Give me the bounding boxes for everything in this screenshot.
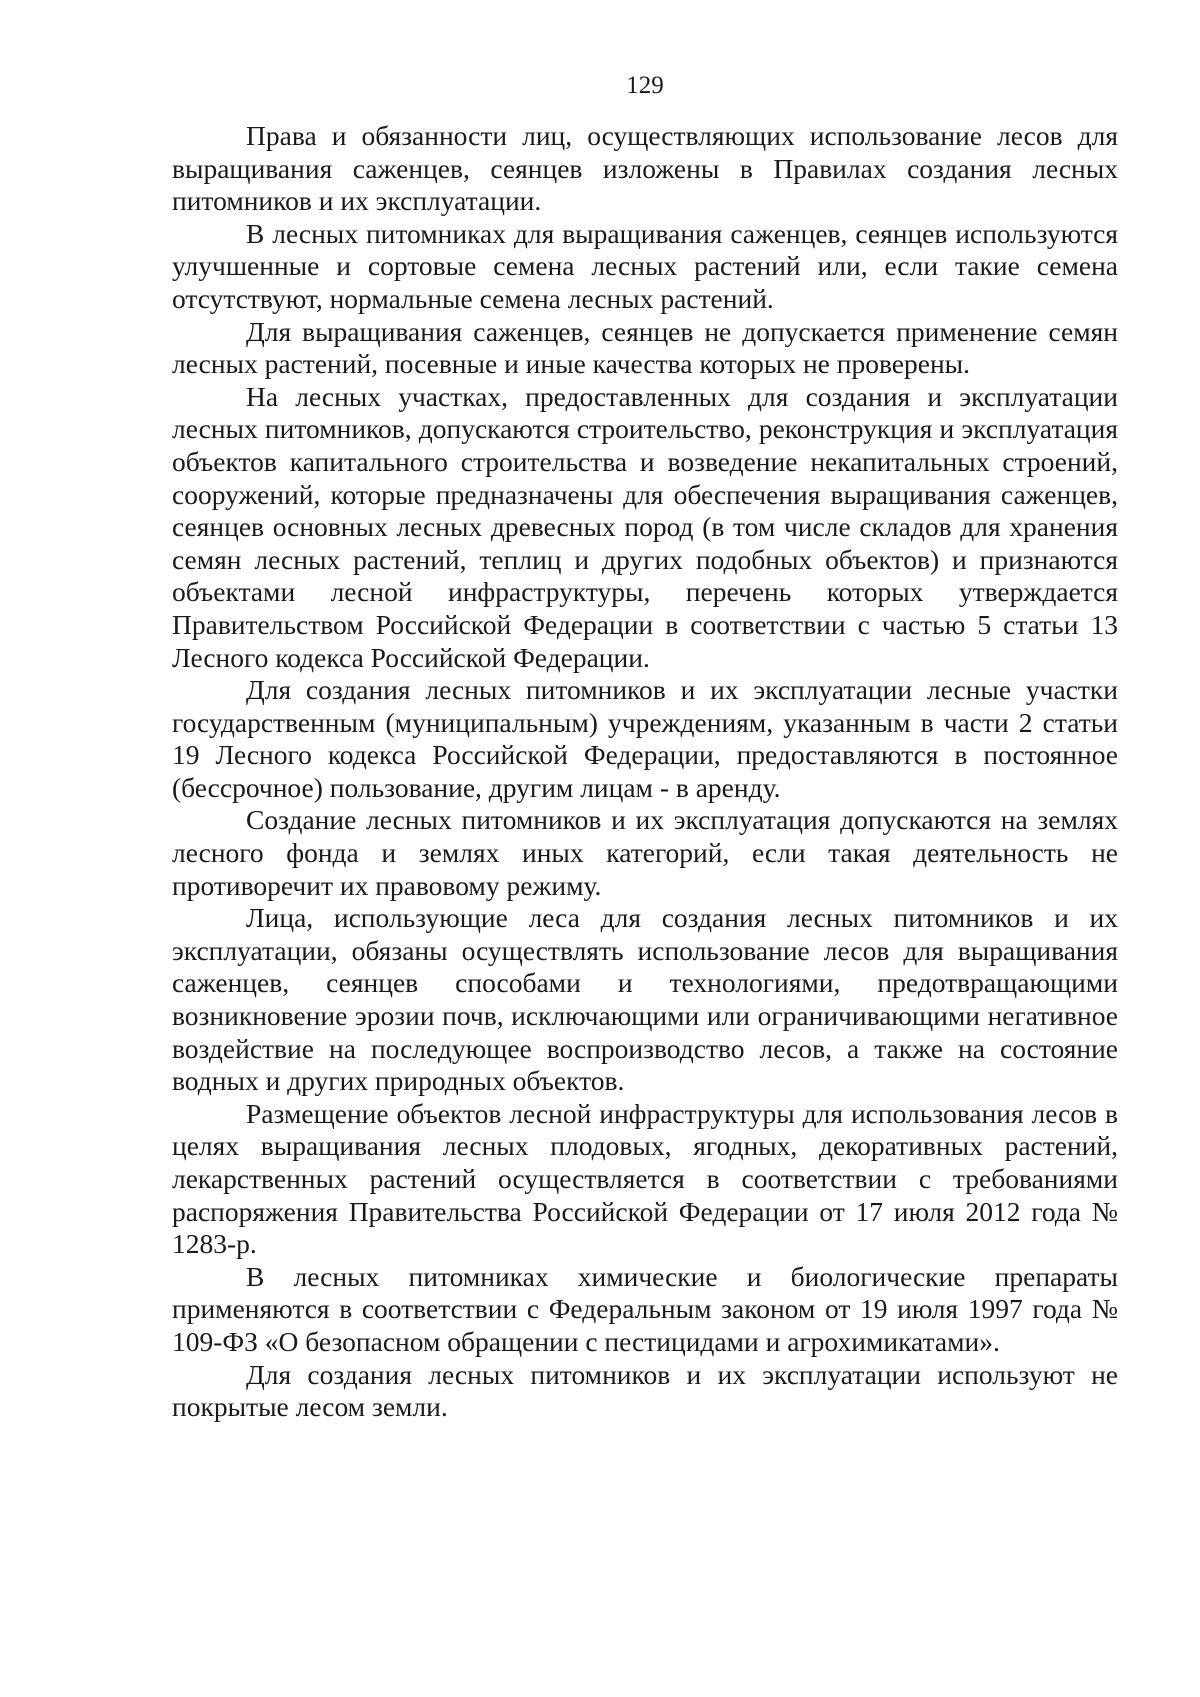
paragraph: На лесных участках, предоставленных для создания и эксплуатации лесных питомников, допускаются строительство, реконструкция и эксплуатация объектов капитального строительства и возведение некапитальных строений, сооружений, которые предназначены для обеспечения выращивания саженцев, сеянцев основных лесных древесных пород (в том числе складов для хранения семян лесных растений, теплиц и других подобных объектов) и признаются объектами лесной инфраструктуры, перечень которых утверждается Правительством Российской Федерации в соответствии с частью 5 статьи 13 Лесного кодекса Российской Федерации. — [172, 380, 1118, 673]
paragraph: Для создания лесных питомников и их эксплуатации лесные участки государственным (муниципальным) учреждениям, указанным в части 2 статьи 19 Лесного кодекса Российской Федерации, предоставляются в постоянное (бессрочное) пользование, другим лицам - в аренду. — [172, 674, 1118, 803]
document-page — [172, 0, 1118, 1697]
page-number: 129 — [626, 72, 664, 99]
paragraph: Для создания лесных питомников и их эксплуатации используют не покрытые лесом земли. — [172, 1358, 1118, 1423]
paragraph: Права и обязанности лиц, осуществляющих использование лесов для выращивания саженцев, сеянцев изложены в Правилах создания лесных питомников и их эксплуатации. — [172, 120, 1118, 217]
document-body — [172, 120, 1118, 1424]
paragraph: В лесных питомниках химические и биологические препараты применяются в соответствии с Федеральным законом от 19 июля 1997 года № 109-ФЗ «О безопасном обращении с пестицидами и агрохимикатами». — [172, 1260, 1118, 1357]
paragraph: Создание лесных питомников и их эксплуатация допускаются на землях лесного фонда и землях иных категорий, если такая деятельность не противоречит их правовому режиму. — [172, 804, 1118, 901]
paragraph: Лица, использующие леса для создания лесных питомников и их эксплуатации, обязаны осуществлять использование лесов для выращивания саженцев, сеянцев способами и технологиями, предотвращающими возникновение эрозии почв, исключающими или ограничивающими негативное воздействие на последующее воспроизводство лесов, а также на состояние водных и других природных объектов. — [172, 902, 1118, 1097]
paragraph: Для выращивания саженцев, сеянцев не допускается применение семян лесных растений, посевные и иные качества которых не проверены. — [172, 315, 1118, 380]
paragraph: Размещение объектов лесной инфраструктуры для использования лесов в целях выращивания лесных плодовых, ягодных, декоративных растений, лекарственных растений осуществляется в соответствии с требованиями распоряжения Правительства Российской Федерации от 17 июля 2012 года № 1283-р. — [172, 1097, 1118, 1260]
paragraph: В лесных питомниках для выращивания саженцев, сеянцев используются улучшенные и сортовые семена лесных растений или, если такие семена отсутствуют, нормальные семена лесных растений. — [172, 217, 1118, 314]
